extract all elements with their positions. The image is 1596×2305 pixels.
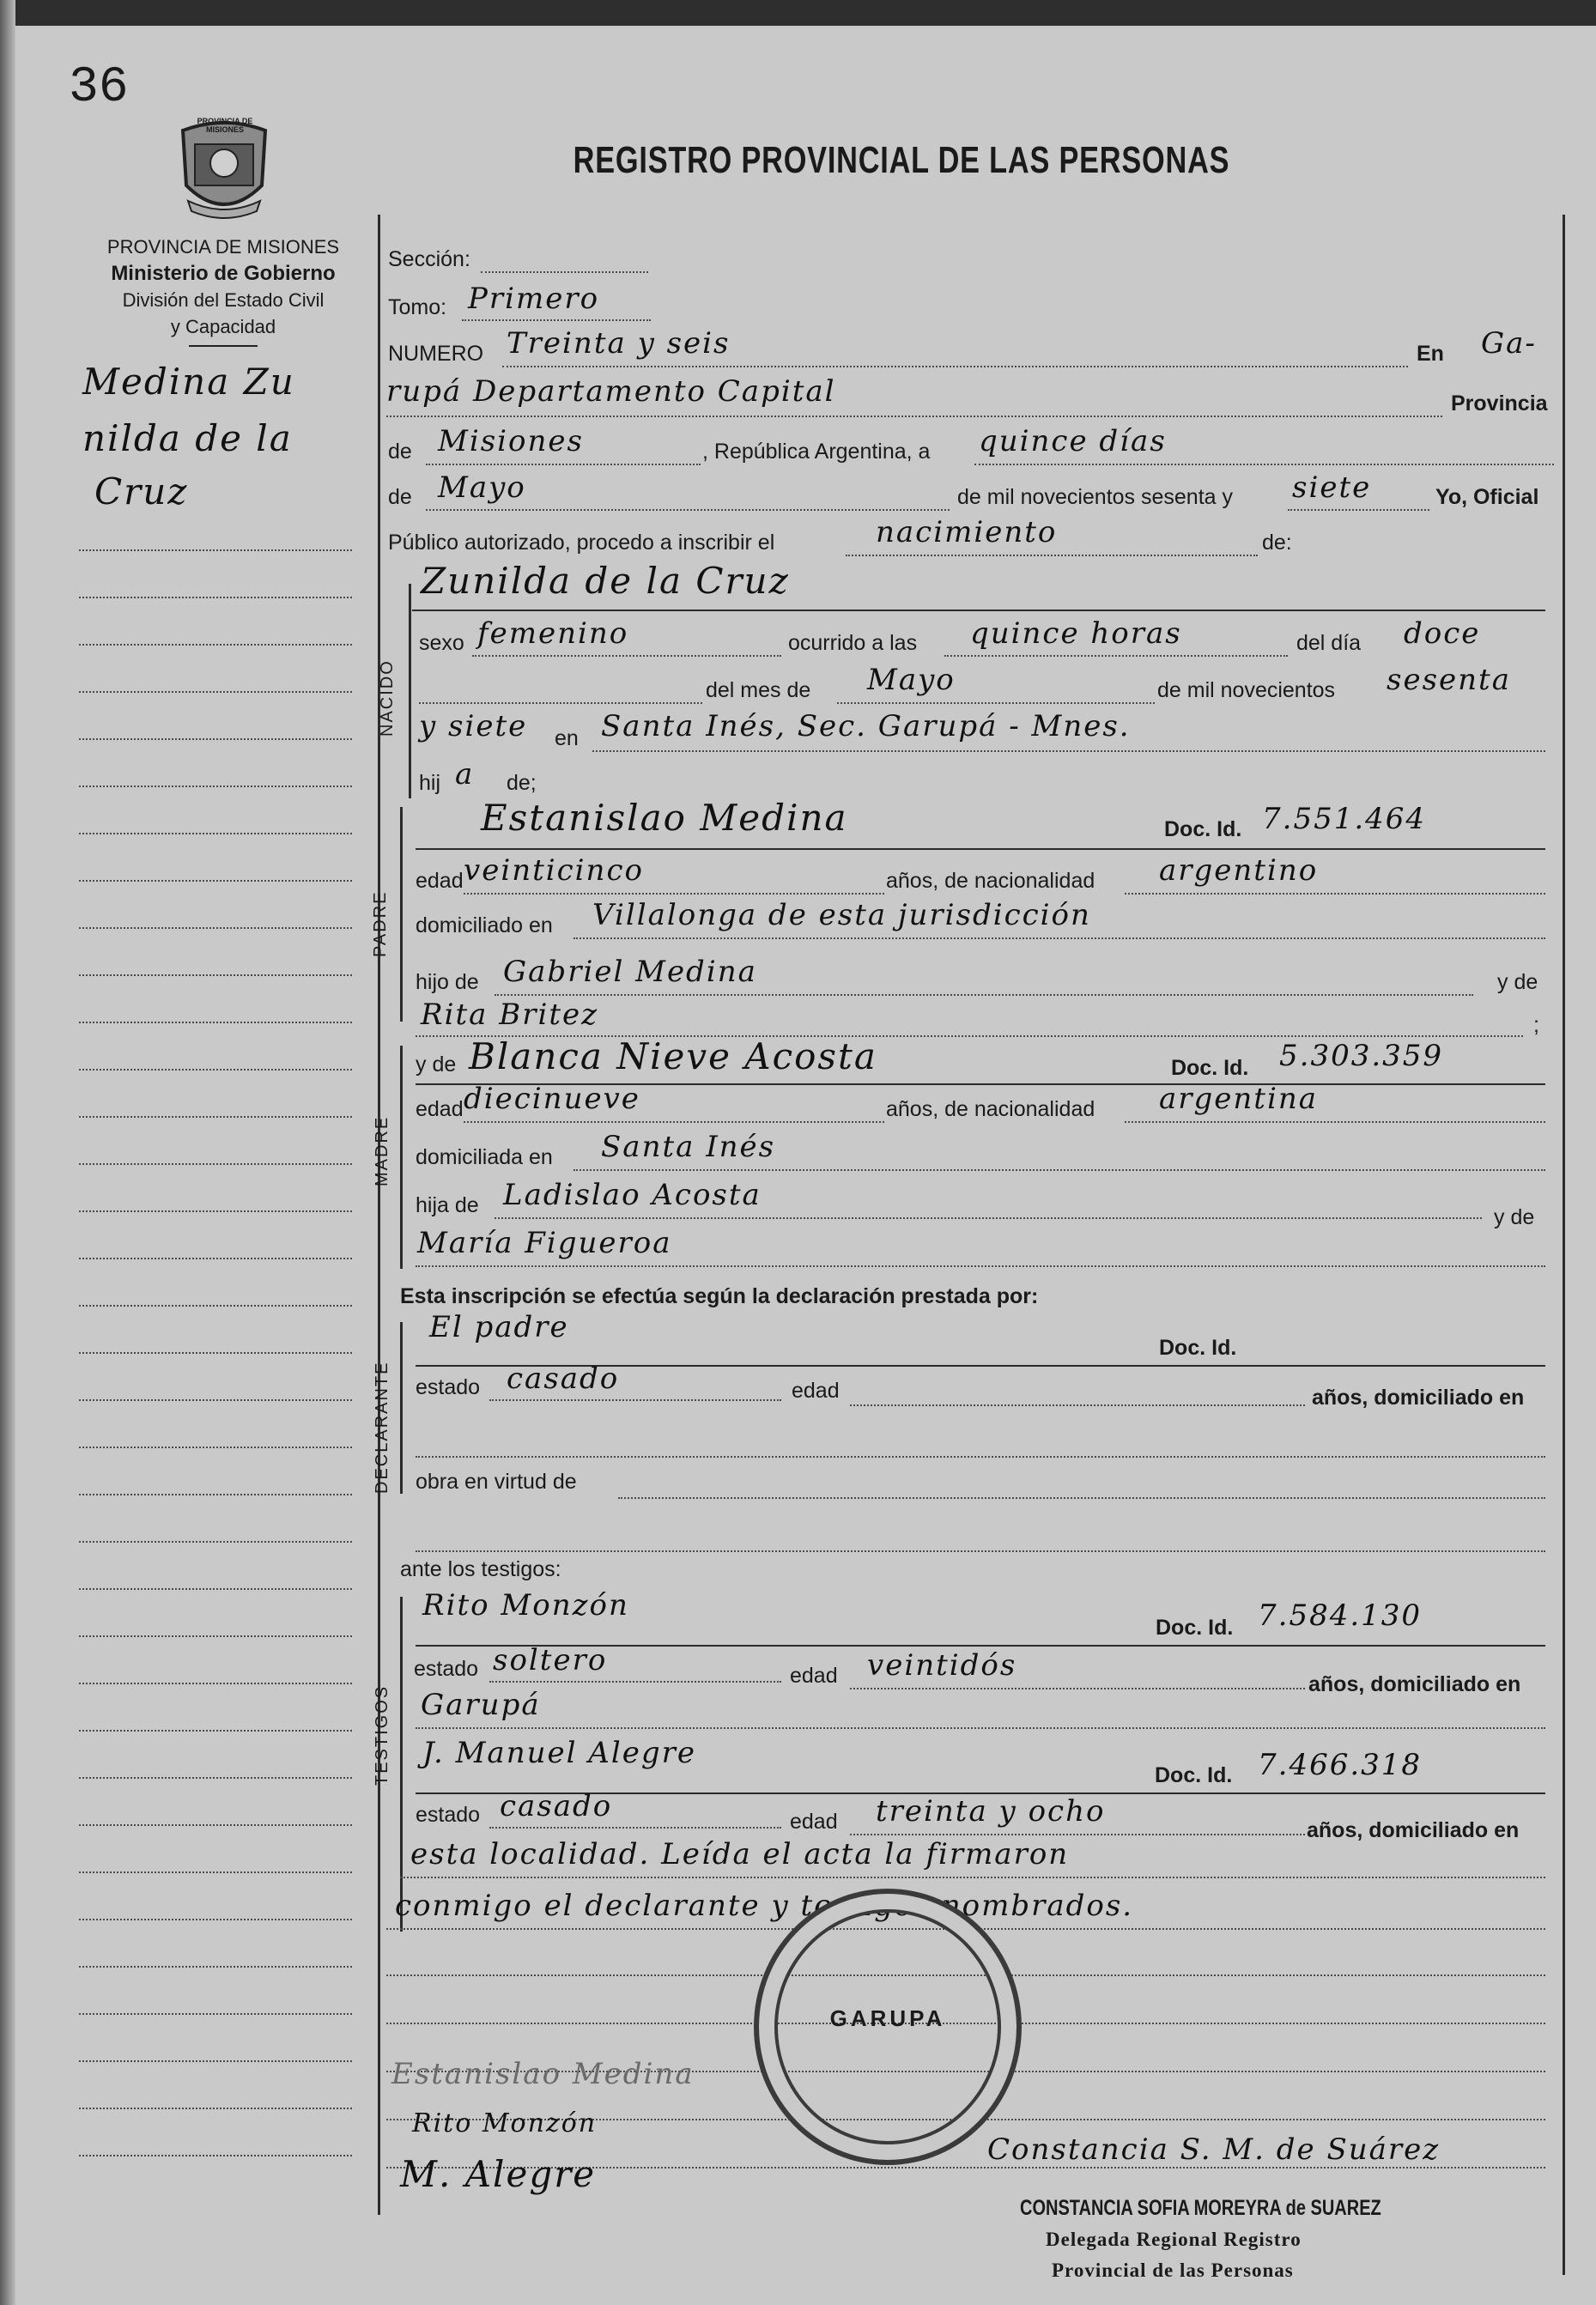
label-del-dia: del día <box>1296 631 1362 655</box>
hora-line <box>944 655 1288 657</box>
office-line-1: PROVINCIA DE MISIONES <box>106 236 340 258</box>
margin-note-line-1: Medina Zu <box>82 361 295 403</box>
padre-bar <box>400 807 403 1022</box>
mes-line <box>837 702 1155 704</box>
label-declarante-edad: edad <box>792 1379 840 1403</box>
margin-ruled-line <box>79 974 352 976</box>
label-madre-anos: años, de nacionalidad <box>886 1097 1095 1121</box>
en-value: Ga- <box>1481 326 1537 361</box>
testigo1-estado-value: soltero <box>493 1643 608 1677</box>
margin-ruled-line <box>79 1305 352 1307</box>
testigo2-nombre-value: J. Manuel Alegre <box>422 1736 696 1770</box>
margin-ruled-line <box>79 1824 352 1826</box>
margin-ruled-line <box>79 2060 352 2062</box>
margin-ruled-line <box>79 880 352 882</box>
margin-ruled-line <box>79 1116 352 1118</box>
sexo-value: femenino <box>477 616 629 651</box>
dia-registro-value: quince días <box>979 424 1167 458</box>
nombre-value: Zunilda de la Cruz <box>421 560 790 602</box>
declarante-bar <box>400 1322 403 1494</box>
padre-nombre-value: Estanislao Medina <box>481 797 848 839</box>
acto-line <box>846 555 1258 556</box>
margin-ruled-line <box>79 1919 352 1920</box>
label-obra: obra en virtud de <box>416 1470 577 1494</box>
label-del-mes: del mes de <box>706 678 811 702</box>
label-publico: Público autorizado, procedo a inscribir el <box>388 531 775 555</box>
mes-pre-line <box>419 702 702 704</box>
padre-hijo-value-2: Rita Britez <box>421 998 599 1032</box>
label-declarante-estado: estado <box>416 1375 481 1399</box>
section-madre: MADRE <box>373 1115 391 1186</box>
testigo1-doc-value: 7.584.130 <box>1258 1598 1423 1633</box>
margin-ruled-line <box>79 786 352 787</box>
margin-ruled-line <box>79 833 352 834</box>
label-tomo: Tomo: <box>388 295 447 319</box>
label-padre-dom: domiciliado en <box>416 913 553 937</box>
margin-ruled-line <box>79 1022 352 1023</box>
label-testigo1-estado: estado <box>414 1657 479 1681</box>
tomo-value: Primero <box>468 282 600 316</box>
label-padre-hijo: hijo de <box>416 970 479 994</box>
anio2-value: y siete <box>419 709 528 743</box>
madre-nac-line <box>1125 1121 1545 1123</box>
label-mil-sesenta: de mil novecientos sesenta y <box>957 485 1234 509</box>
margin-ruled-line <box>79 1069 352 1071</box>
margin-ruled-line <box>79 549 352 551</box>
margin-ruled-line <box>79 1683 352 1684</box>
stamp-line-2: Delegada Regional Registro <box>1046 2229 1302 2250</box>
signature-3: M. Alegre <box>400 2153 597 2195</box>
mes-registro-line <box>426 509 950 511</box>
testigo1-nombre-value: Rito Monzón <box>422 1588 629 1623</box>
label-madre-doc: Doc. Id. <box>1171 1056 1249 1080</box>
margin-ruled-line <box>79 1258 352 1259</box>
madre-nac-value: argentina <box>1159 1082 1319 1116</box>
margin-ruled-line <box>79 2108 352 2109</box>
madre-nombre-value: Blanca Nieve Acosta <box>469 1035 877 1077</box>
label-madre-dom: domiciliada en <box>416 1145 553 1169</box>
lugar-line <box>386 416 1442 417</box>
declarante-estado-line <box>489 1399 781 1401</box>
label-padre-anos: años, de nacionalidad <box>886 869 1095 893</box>
label-madre-y-de: y de <box>416 1052 457 1077</box>
madre-edad-value: diecinueve <box>464 1082 640 1116</box>
numero-line <box>502 366 1408 367</box>
acto-value: nacimiento <box>876 515 1058 549</box>
margin-ruled-line <box>79 1352 352 1354</box>
office-rule <box>189 345 258 347</box>
official-seal <box>754 1889 1022 2165</box>
label-padre-edad: edad <box>416 869 464 893</box>
margin-ruled-line <box>79 1541 352 1543</box>
section-declarante: DECLARANTE <box>373 1361 391 1494</box>
label-madre-hija: hija de <box>416 1193 479 1217</box>
dia-registro-line <box>974 464 1554 465</box>
testigo1-estado-line <box>489 1681 781 1683</box>
declarante-value: El padre <box>429 1310 569 1344</box>
padre-dom-line <box>573 937 1545 939</box>
label-testigo1-anos: años, domiciliado en <box>1308 1672 1521 1696</box>
testigo2-estado-value: casado <box>500 1789 613 1823</box>
madre-hija-value-2: María Figueroa <box>417 1226 672 1260</box>
label-ocurrido: ocurrido a las <box>788 631 918 655</box>
stamp-line-3: Provincial de las Personas <box>1052 2260 1294 2281</box>
label-testigo1-edad: edad <box>790 1664 838 1688</box>
margin-ruled-line <box>79 738 352 740</box>
margin-ruled-line <box>79 1777 352 1779</box>
provincial-crest-icon <box>176 118 272 221</box>
margin-ruled-line <box>79 2155 352 2156</box>
margin-note-line-3: Cruz <box>94 470 189 513</box>
testigos-bar <box>400 1597 403 1932</box>
testigo2-estado-line <box>489 1827 781 1829</box>
office-line-3: División del Estado Civil <box>122 289 325 311</box>
margin-ruled-line <box>79 927 352 929</box>
margin-note-line-2: nilda de la <box>82 417 293 459</box>
testigo2-edad-line <box>850 1834 1305 1835</box>
obra-line-2 <box>416 1550 1545 1552</box>
mes-value: Mayo <box>867 663 956 697</box>
padre-edad-value: veinticinco <box>464 853 644 888</box>
crest-text: PROVINCIA DE MISIONES <box>197 117 253 134</box>
label-declarante-doc: Doc. Id. <box>1159 1336 1237 1360</box>
testigo1-dom-line <box>416 1727 1545 1729</box>
margin-ruled-line <box>79 1730 352 1732</box>
padre-dom-value: Villalonga de esta jurisdicción <box>592 898 1091 932</box>
issuing-office <box>77 234 369 347</box>
padre-nac-line <box>1125 893 1545 895</box>
margin-ruled-line <box>79 2013 352 2015</box>
margin-ruled-line <box>79 1447 352 1448</box>
anio-value: sesenta <box>1387 663 1511 697</box>
label-sexo: sexo <box>419 631 464 655</box>
madre-hija-line-2 <box>416 1265 1545 1267</box>
label-en-lugar: en <box>555 726 579 750</box>
label-testigo2-doc: Doc. Id. <box>1155 1763 1233 1787</box>
testigo2-doc-value: 7.466.318 <box>1258 1748 1423 1782</box>
margin-ruled-line <box>79 1871 352 1873</box>
madre-hija-value-1: Ladislao Acosta <box>503 1178 762 1212</box>
madre-hija-line <box>495 1217 1482 1219</box>
padre-hijo-line <box>495 994 1473 996</box>
section-nacido: NACIDO <box>378 659 397 737</box>
page-title: REGISTRO PROVINCIAL DE LAS PERSONAS <box>573 139 1230 181</box>
label-provincia: Provincia <box>1451 391 1548 416</box>
label-de-colon: de: <box>1262 531 1292 555</box>
hora-value: quince horas <box>970 616 1182 651</box>
label-declarante-anos: años, domiciliado en <box>1312 1386 1525 1410</box>
label-testigo2-edad: edad <box>790 1810 838 1834</box>
office-line-2: Ministerio de Gobierno <box>111 262 336 285</box>
stamp-line-1: CONSTANCIA SOFIA MOREYRA de SUAREZ <box>1020 2196 1381 2220</box>
label-de-semicolon: de; <box>507 771 537 795</box>
sexo-line <box>472 655 781 657</box>
lugar-value: rupá Departamento Capital <box>386 374 836 409</box>
section-padre: PADRE <box>371 890 390 957</box>
label-seccion: Sección: <box>388 247 470 271</box>
label-semicolon: ; <box>1533 1013 1539 1037</box>
seccion-line <box>481 271 648 273</box>
signature-1: Estanislao Medina <box>391 2057 695 2091</box>
signature-4: Constancia S. M. de Suárez <box>987 2132 1441 2167</box>
label-numero: NUMERO <box>388 342 484 366</box>
mes-registro-value: Mayo <box>438 470 526 505</box>
label-de-mil: de mil novecientos <box>1157 678 1336 702</box>
madre-dom-value: Santa Inés <box>601 1130 776 1164</box>
margin-ruled-line <box>79 1163 352 1165</box>
seal-text: GARUPA <box>829 2005 946 2031</box>
label-testigo2-anos: años, domiciliado en <box>1307 1818 1520 1842</box>
provincia-value: Misiones <box>438 424 584 458</box>
signature-2: Rito Monzón <box>412 2108 598 2138</box>
margin-ruled-line <box>79 644 352 646</box>
testigo2-dom-line <box>400 1877 1545 1878</box>
padre-hijo-value-1: Gabriel Medina <box>503 955 757 989</box>
anio-registro-line <box>1288 509 1429 511</box>
label-padre-y-de: y de <box>1497 970 1538 994</box>
margin-ruled-line <box>79 1966 352 1968</box>
madre-doc-value: 5.303.359 <box>1279 1039 1444 1073</box>
margin-ruled-line <box>79 1588 352 1590</box>
margin-ruled-line <box>79 691 352 693</box>
hij-suffix: a <box>455 757 475 792</box>
label-en: En <box>1417 342 1444 366</box>
testigo1-dom-value: Garupá <box>421 1688 541 1722</box>
provincia-line <box>426 464 701 465</box>
label-yo-oficial: Yo, Oficial <box>1435 485 1539 509</box>
label-madre-edad: edad <box>416 1097 464 1121</box>
label-republica: , República Argentina, a <box>702 440 931 464</box>
madre-dom-line <box>573 1169 1545 1171</box>
testigo2-dom-value: esta localidad. Leída el acta la firmaron <box>410 1837 1070 1871</box>
label-hij: hij <box>419 771 441 795</box>
label-testigo1-doc: Doc. Id. <box>1156 1616 1234 1640</box>
dia-value: doce <box>1404 616 1481 651</box>
padre-rule <box>416 848 1545 850</box>
section-testigos: TESTIGOS <box>373 1684 391 1786</box>
declarante-edad-line <box>850 1404 1305 1406</box>
padre-edad-line <box>464 893 884 895</box>
margin-ruled-line <box>79 1494 352 1495</box>
declarante-dom-line <box>416 1456 1545 1458</box>
margin-divider <box>378 215 380 2215</box>
lugar-nacimiento-value: Santa Inés, Sec. Garupá - Mnes. <box>601 709 1131 743</box>
margin-ruled-line <box>79 1399 352 1401</box>
label-ante-testigos: ante los testigos: <box>400 1557 561 1581</box>
numero-value: Treinta y seis <box>507 326 731 361</box>
label-padre-doc: Doc. Id. <box>1164 817 1242 841</box>
margin-ruled-line <box>79 1635 352 1637</box>
office-line-4: y Capacidad <box>170 316 276 337</box>
padre-nac-value: argentino <box>1159 853 1319 888</box>
declarante-estado-value: casado <box>507 1362 620 1396</box>
madre-edad-line <box>464 1121 884 1123</box>
obra-line <box>618 1497 1545 1499</box>
nombre-rule <box>412 610 1545 611</box>
padre-doc-value: 7.551.464 <box>1262 802 1427 836</box>
margin-ruled-line <box>79 597 352 598</box>
label-de: de <box>388 440 412 464</box>
cierre-value: conmigo el declarante y testigos nombrados. <box>395 1889 1134 1923</box>
lugar-nacimiento-line <box>592 750 1545 752</box>
testigo1-edad-line <box>850 1688 1305 1689</box>
label-madre-y-de-2: y de <box>1494 1205 1535 1229</box>
label-de-mes: de <box>388 485 412 509</box>
anio-registro-value: siete <box>1292 470 1372 505</box>
label-inscripcion: Esta inscripción se efectúa según la declaración prestada por: <box>400 1284 1039 1308</box>
margin-ruled-line <box>79 1210 352 1212</box>
tomo-line <box>462 319 651 321</box>
page-number: 36 <box>69 60 129 116</box>
label-testigo2-estado: estado <box>416 1803 481 1827</box>
nacido-bar <box>409 584 411 798</box>
testigo1-edad-value: veintidós <box>867 1648 1017 1683</box>
madre-bar <box>400 1046 403 1269</box>
right-border <box>1563 215 1565 2275</box>
testigo2-edad-value: treinta y ocho <box>876 1794 1106 1829</box>
